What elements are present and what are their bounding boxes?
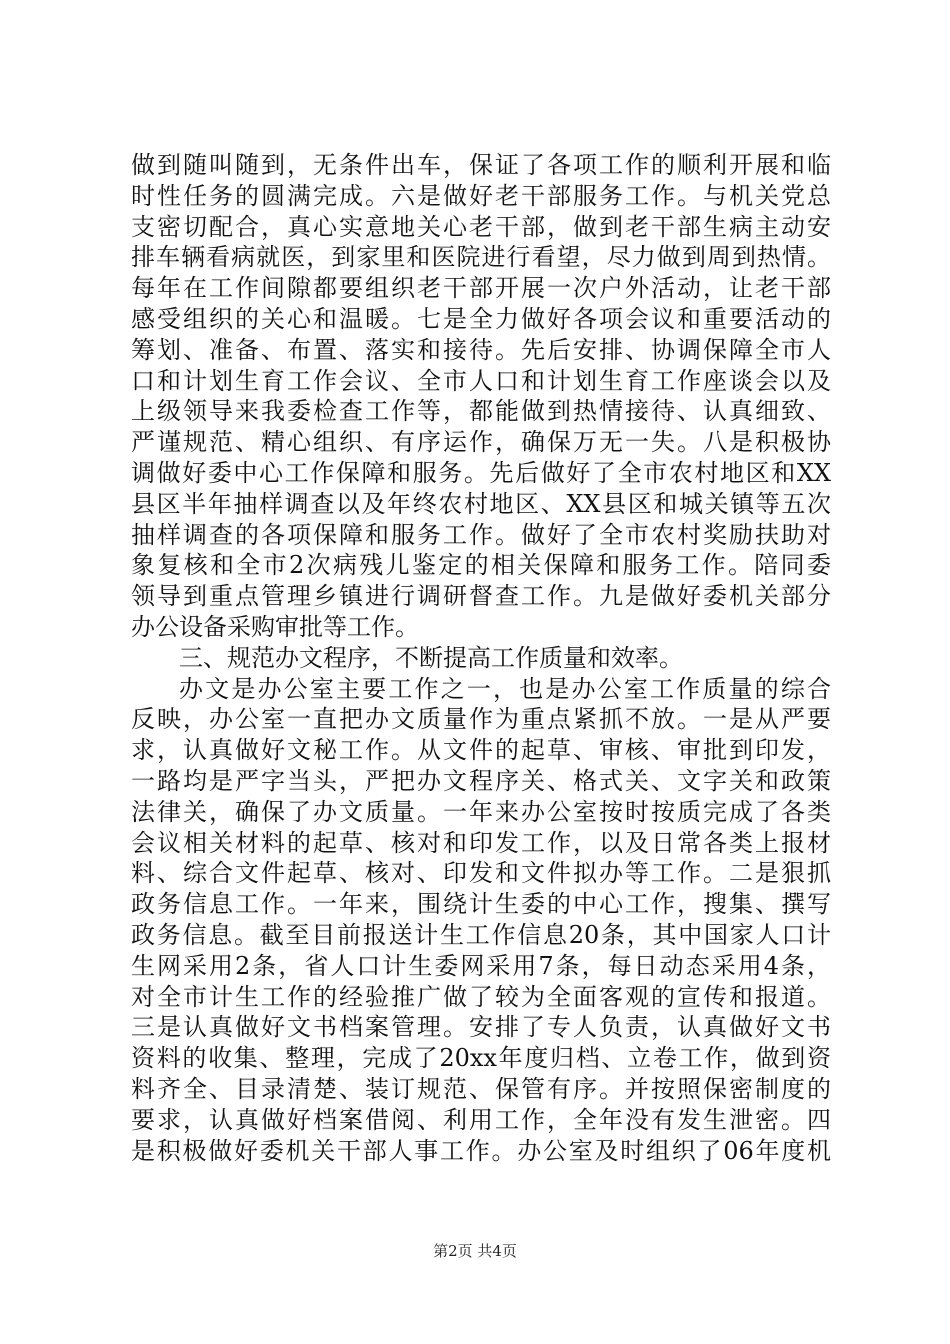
- text-line: 料齐全、目录清楚、装订规范、保管有序。并按照保密制度的: [131, 1074, 831, 1103]
- text-line: 求，认真做好文秘工作。从文件的起草、审核、审批到印发，: [131, 736, 831, 765]
- text-line: 筹划、准备、布置、落实和接待。先后安排、协调保障全市人: [131, 335, 831, 364]
- text-line: 象复核和全市2次病残儿鉴定的相关保障和服务工作。陪同委: [131, 551, 831, 580]
- text-line: 每年在工作间隙都要组织老干部开展一次户外活动，让老干部: [131, 274, 831, 303]
- text-line: 对全市计生工作的经验推广做了较为全面客观的宣传和报道。: [131, 982, 831, 1011]
- text-line: 办文是办公室主要工作之一，也是办公室工作质量的综合: [179, 674, 831, 703]
- text-line: 反映，办公室一直把办文质量作为重点紧抓不放。一是从严要: [131, 705, 831, 734]
- text-line: 做到随叫随到，无条件出车，保证了各项工作的顺利开展和临: [131, 151, 831, 179]
- text-line: 支密切配合，真心实意地关心老干部，做到老干部生病主动安: [131, 212, 831, 241]
- section-heading: 三、规范办文程序，不断提高工作质量和效率。: [179, 643, 683, 672]
- text-line: 排车辆看病就医，到家里和医院进行看望，尽力做到周到热情。: [131, 243, 831, 272]
- text-line: 调做好委中心工作保障和服务。先后做好了全市农村地区和XX: [131, 458, 831, 487]
- text-line: 法律关，确保了办文质量。一年来办公室按时按质完成了各类: [131, 797, 831, 826]
- text-line: 办公设备采购审批等工作。: [131, 612, 419, 641]
- document-body: [131, 150, 831, 1166]
- text-line: 抽样调查的各项保障和服务工作。做好了全市农村奖励扶助对: [131, 520, 831, 549]
- text-line: 严谨规范、精心组织、有序运作，确保万无一失。八是积极协: [131, 428, 831, 457]
- text-line: 一路均是严字当头，严把办文程序关、格式关、文字关和政策: [131, 766, 831, 795]
- text-line: 上级领导来我委检查工作等，都能做到热情接待、认真细致、: [131, 397, 831, 426]
- text-line: 生网采用2条，省人口计生委网采用7条，每日动态采用4条，: [131, 951, 831, 980]
- text-line: 资料的收集、整理，完成了20xx年度归档、立卷工作，做到资: [131, 1044, 831, 1073]
- text-line: 料、综合文件起草、核对、印发和文件拟办等工作。二是狠抓: [131, 859, 831, 888]
- page-number-footer: 第2页 共4页: [433, 1242, 517, 1260]
- text-line: 政务信息。截至目前报送计生工作信息20条，其中国家人口计: [131, 920, 831, 949]
- text-line: 要求，认真做好档案借阅、利用工作，全年没有发生泄密。四: [131, 1105, 831, 1134]
- text-line: 时性任务的圆满完成。六是做好老干部服务工作。与机关党总: [131, 181, 831, 210]
- text-line: 是积极做好委机关干部人事工作。办公室及时组织了06年度机: [131, 1136, 831, 1165]
- text-line: 感受组织的关心和温暖。七是全力做好各项会议和重要活动的: [131, 304, 831, 333]
- text-line: 县区半年抽样调查以及年终农村地区、XX县区和城关镇等五次: [131, 489, 831, 518]
- text-line: 政务信息工作。一年来，围绕计生委的中心工作，搜集、撰写: [131, 890, 831, 919]
- text-line: 会议相关材料的起草、核对和印发工作，以及日常各类上报材: [131, 828, 831, 857]
- text-line: 三是认真做好文书档案管理。安排了专人负责，认真做好文书: [131, 1013, 831, 1042]
- text-line: 领导到重点管理乡镇进行调研督查工作。九是做好委机关部分: [131, 582, 831, 611]
- text-line: 口和计划生育工作会议、全市人口和计划生育工作座谈会以及: [131, 366, 831, 395]
